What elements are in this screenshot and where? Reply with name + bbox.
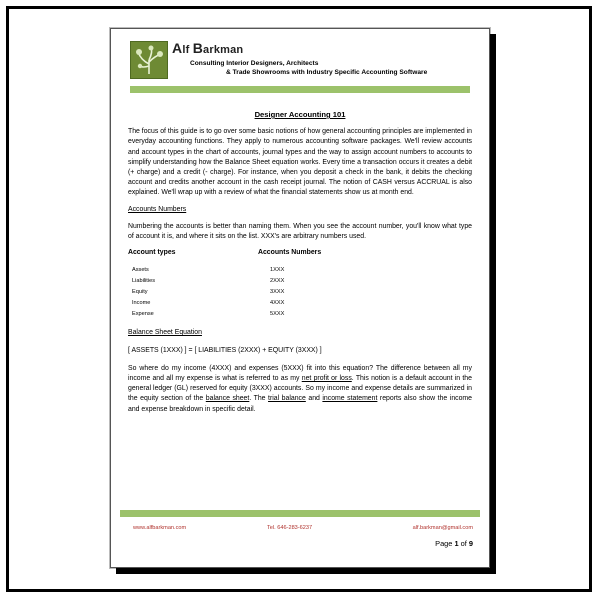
table-row	[132, 309, 472, 320]
link-balance-sheet[interactable]: balance sheet	[205, 395, 250, 403]
intro-paragraph: The focus of this guide is to go over some basic notions of how general accounting principles are implemented in everyday accounting functions. They apply to numerous accounting software packages. We'll review accounts and account types in the chart of accounts, journal types and the way to assign account numbers to accounts to simplify understanding how the Balance Sheet equation works. Every time a transaction occurs it creates a debit (+ charge) and a credit (- charge). For instance, when you deposit a check in the bank, it debits the checking account and credits another account in the cash receipt journal. The notion of CASH versus ACCRUAL is also explained. We'll wrap up with a review of what the financial statements show us at month end.	[128, 128, 472, 197]
account-number: 5XXX	[270, 310, 285, 317]
brand-name: Alf Barkman	[172, 40, 244, 56]
table-row	[132, 276, 472, 287]
account-number: 2XXX	[270, 278, 285, 285]
account-number: 3XXX	[270, 289, 285, 296]
column-account-types: Account types	[128, 249, 176, 257]
document-body	[128, 110, 472, 421]
table-row	[132, 265, 472, 276]
footer-phone: Tel. 646-283-6237	[267, 525, 313, 531]
closing-paragraph: So where do my income (4XXX) and expenses (5XXX) fit into this equation? The difference between all my income and all my expense is what is referred to as my net profit or loss. This notion is a default account in the general ledger (GL) reserved for equity (3XXX) accounts. So my income and expense details are summarized in the equity section of the balance sheet. The trial balance and income statement reports also show the income and expense breakdown in specific detail.	[128, 364, 473, 413]
balance-sheet-heading: Balance Sheet Equation	[128, 329, 202, 337]
accounts-heading: Accounts Numbers	[128, 205, 187, 213]
accounts-paragraph: Numbering the accounts is better than naming them. When you see the account number, you'll know what type of account it is, and where it sits on the list. XXX's are arbitrary numbers used.	[128, 222, 472, 241]
document-title: Designer Accounting 101	[254, 110, 346, 119]
accounts-table	[132, 265, 472, 319]
page-number: Page 1 of 9	[435, 539, 473, 548]
link-net-profit-or-loss[interactable]: net profit or loss	[301, 375, 352, 383]
tagline-line-1: Consulting Interior Designers, Architects	[190, 60, 319, 67]
balance-equation: [ ASSETS (1XXX) ] = [ LIABILITIES (2XXX) + EQUITY (3XXX) ]	[128, 346, 322, 354]
tagline-line-2: & Trade Showrooms with Industry Specific Accounting Software	[226, 69, 428, 76]
account-type: Expense	[132, 310, 154, 317]
column-account-numbers: Accounts Numbers	[258, 249, 322, 257]
header-accent-bar	[130, 86, 470, 93]
account-type: Assets	[132, 267, 149, 274]
account-number: 4XXX	[270, 299, 285, 306]
link-income-statement[interactable]: income statement	[322, 395, 378, 403]
logo-tree-icon	[130, 41, 168, 79]
table-row	[132, 287, 472, 298]
table-row	[132, 298, 472, 309]
account-number: 1XXX	[270, 267, 285, 274]
document-page	[110, 28, 490, 568]
account-type: Income	[132, 299, 151, 306]
link-trial-balance[interactable]: trial balance	[268, 395, 306, 403]
footer-email[interactable]: alf.barkman@gmail.com	[412, 525, 473, 531]
footer-accent-bar	[120, 510, 480, 517]
footer-website[interactable]: www.alfbarkman.com	[133, 525, 187, 531]
accounts-table-header	[128, 248, 472, 258]
account-type: Liabilities	[132, 278, 156, 285]
account-type: Equity	[132, 289, 148, 296]
